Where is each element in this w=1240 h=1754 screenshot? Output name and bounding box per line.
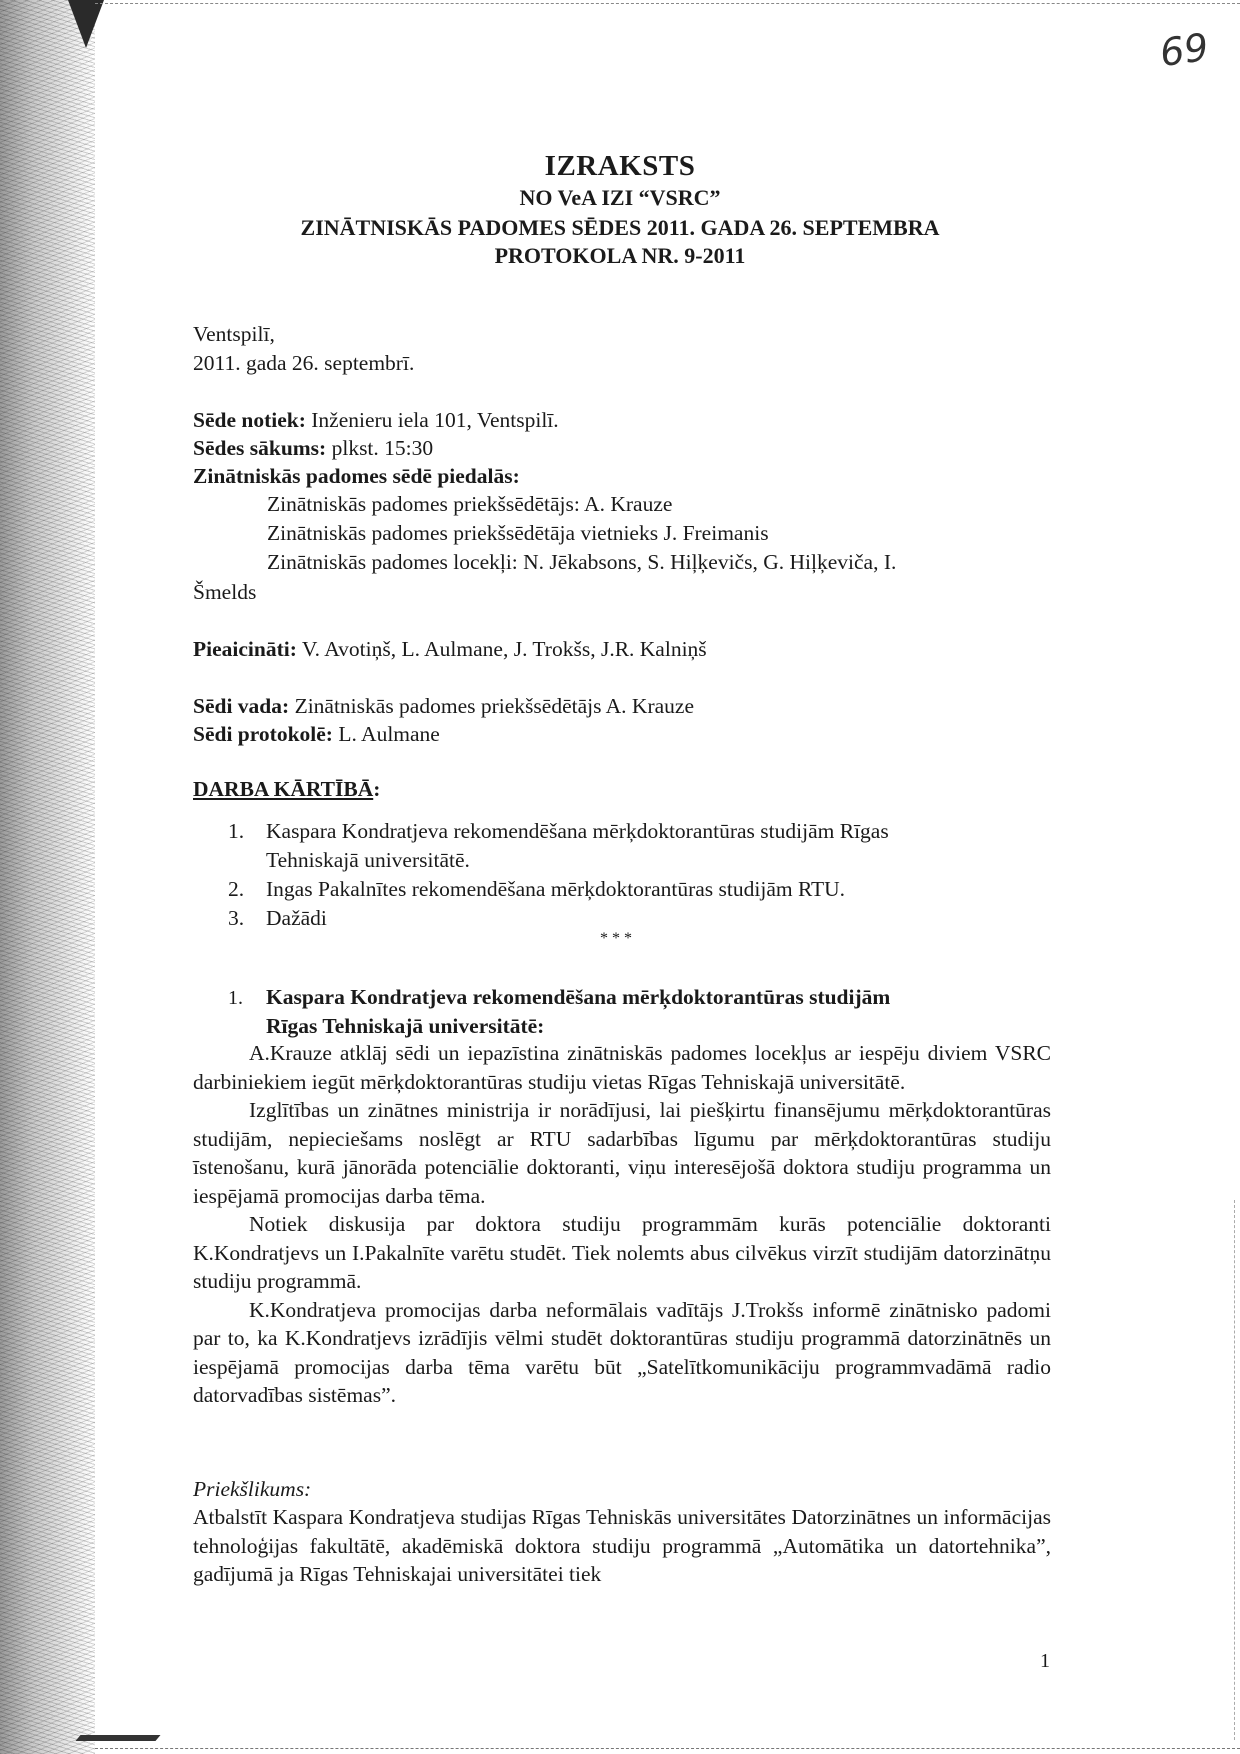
agenda-item-1-line-1: Kaspara Kondratjeva rekomendēšana mērķdoktorantūras studijām Rīgas	[266, 819, 889, 843]
scan-top-edge	[95, 3, 1240, 4]
section-1-title-line-1: Kaspara Kondratjeva rekomendēšana mērķdoktorantūras studijām	[266, 985, 891, 1009]
agenda-item-3-num: 3.	[228, 906, 245, 930]
invited-value: V. Avotiņš, L. Aulmane, J. Trokšs, J.R. Kalniņš	[296, 637, 707, 661]
meeting-location-value: Inženieru iela 101, Ventspilī.	[305, 408, 559, 432]
led-by-label: Sēdi vada:	[193, 694, 290, 718]
spine-fold-mark-top	[68, 0, 104, 48]
members-line-1: Zinātniskās padomes locekļi: N. Jēkabsons, S. Hiļķevičs, G. Hiļķeviča, I.	[267, 550, 897, 574]
invited-label: Pieaicināti:	[193, 637, 297, 661]
section-1-paragraph-1: A.Krauze atklāj sēdi un iepazīstina zinātniskās padomes locekļus ar iespēju diviem VSRC darbiniekiem iegūt mērķdoktorantūras studiju vietas Rīgas Tehniskajā universitātē.	[193, 1041, 1051, 1094]
participants-label: Zinātniskās padomes sēdē piedalās:	[193, 464, 520, 488]
led-by-value: Zinātniskās padomes priekšsēdētājs A. Krauze	[289, 694, 694, 718]
place: Ventspilī,	[193, 322, 275, 346]
invited	[193, 635, 707, 663]
document-subtitle-1: NO VeA IZI “VSRC”	[519, 185, 721, 210]
proposal-label: Priekšlikums:	[193, 1477, 312, 1501]
agenda-heading	[193, 775, 380, 803]
spine-fold-mark-bottom	[75, 1735, 160, 1741]
scan-bottom-edge	[95, 1748, 1240, 1749]
minutes-value: L. Aulmane	[332, 722, 440, 746]
members-line-2: Šmelds	[193, 580, 257, 604]
section-1-body	[193, 1039, 1051, 1410]
meeting-start-value: plkst. 15:30	[326, 436, 434, 460]
chair-line: Zinātniskās padomes priekšsēdētājs: A. Krauze	[267, 492, 673, 516]
agenda-item-1-line-2: Tehniskajā universitātē.	[266, 848, 470, 872]
section-1-paragraph-4: K.Kondratjeva promocijas darba neformālais vadītājs J.Trokšs informē zinātnisko padomi par to, ka K.Kondratjevs izrādījis vēlmi studēt doktorantūras studiju programmā datorzinātnēs un iespējamā promocijas darba tēma varētu būt „Satelītkomunikāciju programmvadāmā radio datorvadības sistēmas”.	[193, 1297, 1051, 1407]
minutes-label: Sēdi protokolē:	[193, 722, 333, 746]
date: 2011. gada 26. septembrī.	[193, 351, 415, 375]
agenda-item-2-num: 2.	[228, 877, 245, 901]
meeting-location-label: Sēde notiek:	[193, 408, 306, 432]
agenda-item-3-line-1: Dažādi	[266, 906, 327, 930]
vice-chair-line: Zinātniskās padomes priekšsēdētāja vietnieks J. Freimanis	[267, 521, 769, 545]
section-1-paragraph-2: Izglītības un zinātnes ministrija ir norādījusi, lai piešķirtu finansējumu mērķdoktorantūras studijām, nepieciešams noslēgt ar RTU sadarbības līgumu par mērķdoktorantūras studiju īstenošanu, kurā jānorāda potenciālie doktoranti, viņu interesējošā doktora studiju programma un iespējamā promocijas darba tēma.	[193, 1098, 1051, 1208]
section-1-title-line-2: Rīgas Tehniskajā universitātē:	[266, 1014, 545, 1038]
document-subtitle-2: ZINĀTNISKĀS PADOMES SĒDES 2011. GADA 26. SEPTEMBRA	[300, 215, 940, 240]
document-subtitle-3: PROTOKOLA NR. 9-2011	[494, 243, 746, 268]
agenda-heading-colon: :	[373, 777, 381, 801]
meeting-location	[193, 406, 559, 434]
section-1-paragraph-3: Notiek diskusija par doktora studiju programmām kurās potenciālie doktoranti K.Kondratjevs un I.Pakalnīte varētu studēt. Tiek nolemts abus cilvēkus virzīt studijām datorzinātņu studiju programmā.	[193, 1212, 1051, 1293]
meeting-start-label: Sēdes sākums:	[193, 436, 327, 460]
led-by	[193, 692, 694, 720]
scan-right-edge	[1234, 1200, 1235, 1740]
section-1-num: 1.	[228, 987, 243, 1009]
agenda-item-1-num: 1.	[228, 819, 245, 843]
proposal-text: Atbalstīt Kaspara Kondratjeva studijas Rīgas Tehniskās universitātes Datorzinātnes un informācijas tehnoloģijas fakultātē, akadēmiskā doktora studiju programmā „Automātika un datortehnika”, gadījumā ja Rīgas Tehniskajai universitātei tiek	[193, 1505, 1051, 1586]
minutes-by	[193, 720, 440, 748]
agenda-heading-text: DARBA KĀRTĪBĀ	[193, 777, 374, 801]
page-number: 1	[1040, 1650, 1050, 1672]
document-title: IZRAKSTS	[544, 150, 696, 182]
handwritten-page-number: 69	[1157, 24, 1212, 76]
section-separator: ***	[600, 930, 636, 947]
agenda-item-2-line-1: Ingas Pakalnītes rekomendēšana mērķdoktorantūras studijām RTU.	[266, 877, 846, 901]
meeting-start	[193, 434, 433, 462]
